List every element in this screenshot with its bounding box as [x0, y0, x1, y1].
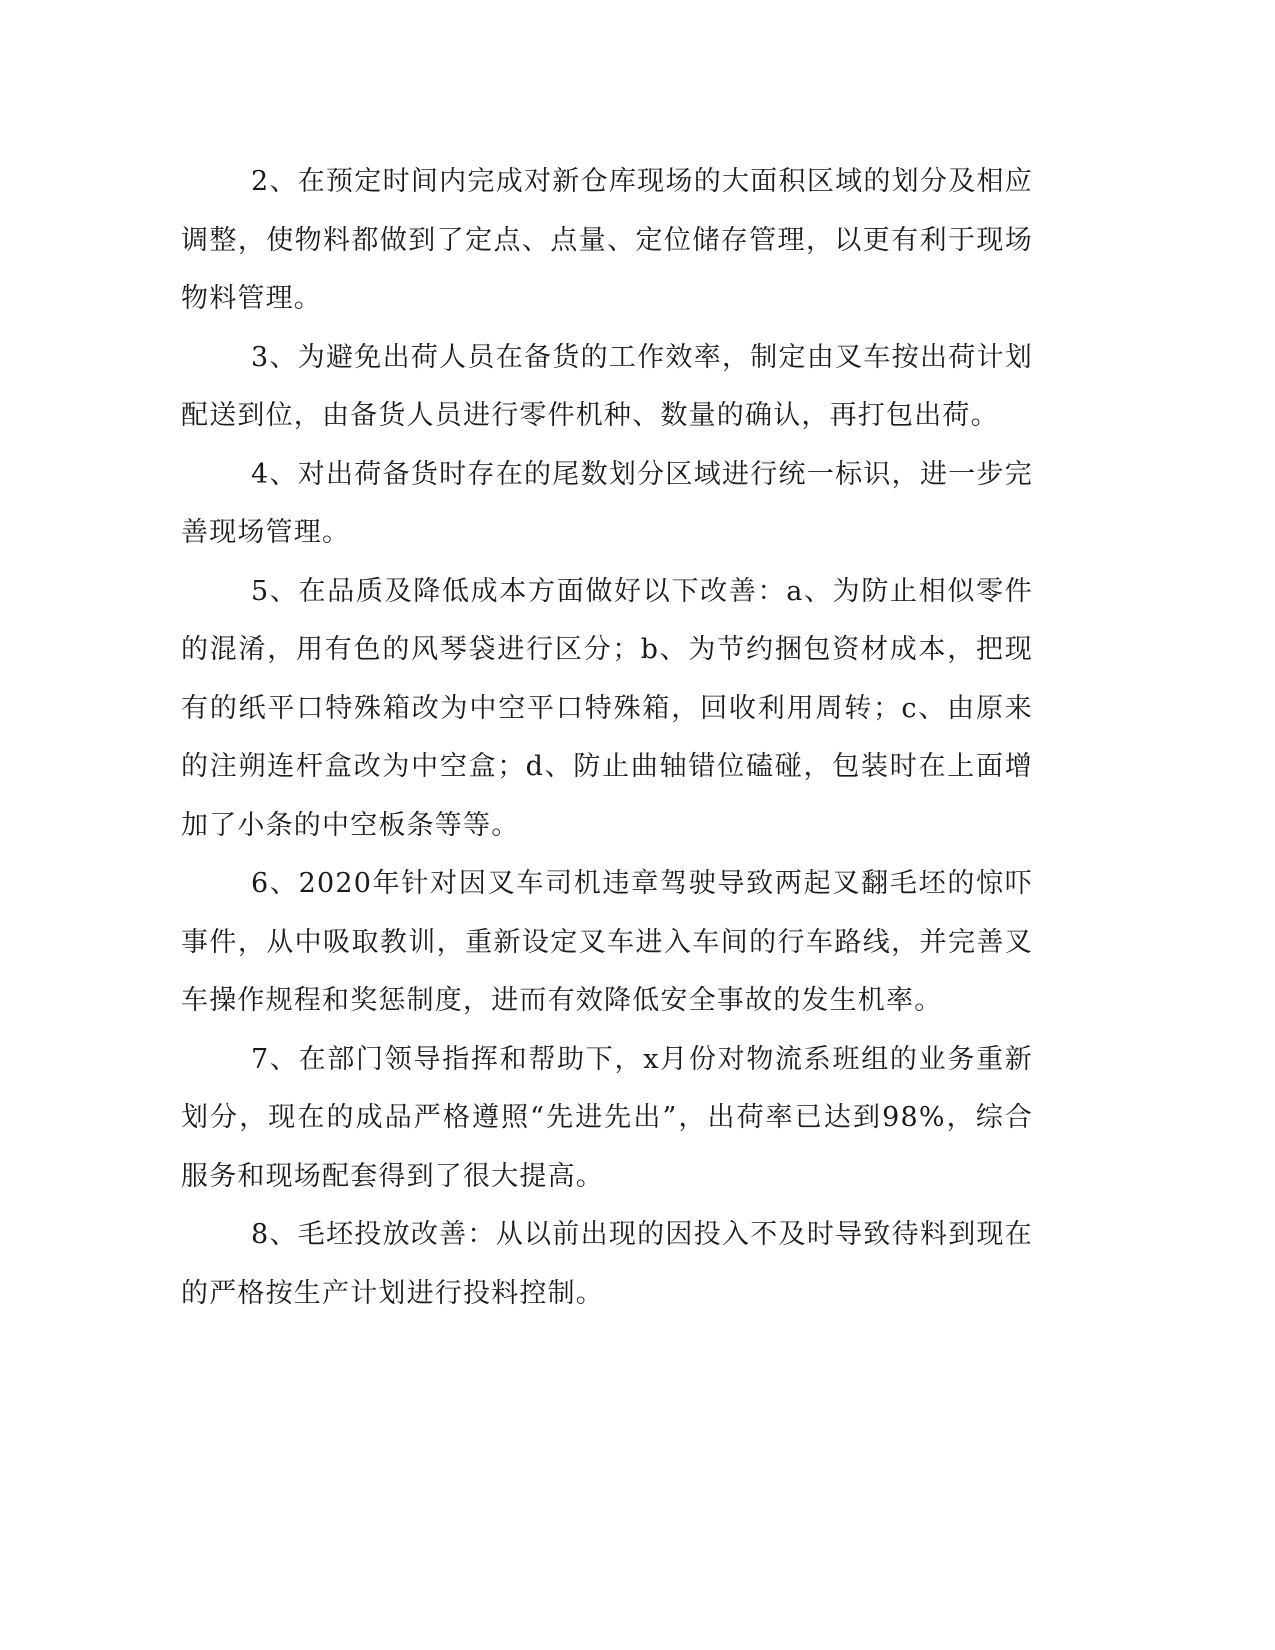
paragraph-item-5: 5、在品质及降低成本方面做好以下改善：a、为防止相似零件的混淆，用有色的风琴袋进行区分；b、为节约捆包资材成本，把现有的纸平口特殊箱改为中空平口特殊箱，回收利用周转；c、由原来的注朔连杆盒改为中空盒；d、防止曲轴错位磕碰，包装时在上面增加了小条的中空板条等等。	[181, 575, 1033, 841]
paragraph-item-6: 6、2020年针对因叉车司机违章驾驶导致两起叉翻毛坯的惊吓事件，从中吸取教训，重新设定叉车进入车间的行车路线，并完善叉车操作规程和奖惩制度，进而有效降低安全事故的发生机率。	[181, 868, 1033, 1016]
document-body	[181, 153, 1033, 1323]
paragraph-item-7: 7、在部门领导指挥和帮助下，x月份对物流系班组的业务重新划分，现在的成品严格遵照“先进先出”，出荷率已达到98%，综合服务和现场配套得到了很大提高。	[181, 1043, 1033, 1192]
paragraph-item-3: 3、为避免出荷人员在备货的工作效率，制定由叉车按出荷计划配送到位，由备货人员进行零件机种、数量的确认，再打包出荷。	[181, 341, 1033, 431]
paragraph-item-2: 2、在预定时间内完成对新仓库现场的大面积区域的划分及相应调整，使物料都做到了定点、点量、定位储存管理，以更有利于现场物料管理。	[181, 166, 1033, 314]
paragraph-item-8: 8、毛坯投放改善：从以前出现的因投入不及时导致待料到现在的严格按生产计划进行投料控制。	[181, 1219, 1033, 1309]
paragraph-item-4: 4、对出荷备货时存在的尾数划分区域进行统一标识，进一步完善现场管理。	[181, 458, 1033, 548]
